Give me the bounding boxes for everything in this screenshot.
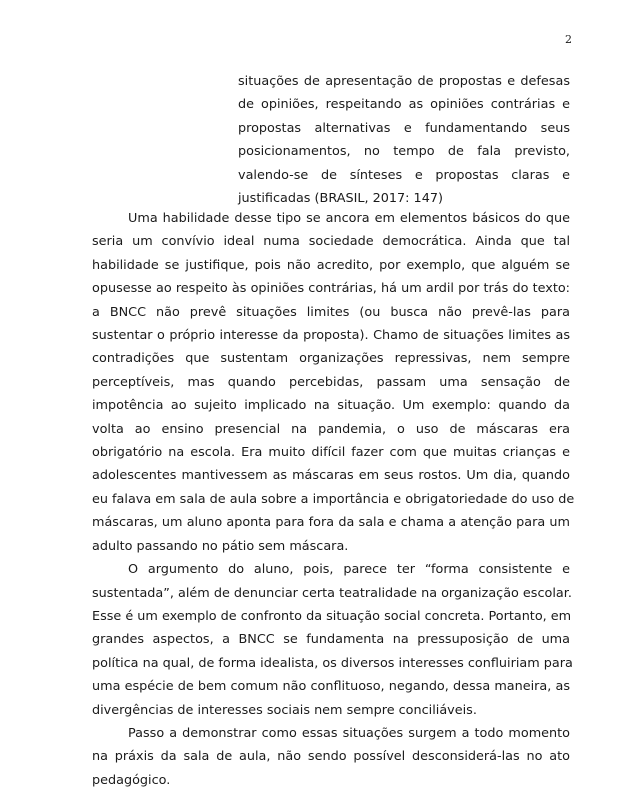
text-line: Esse é um exemplo de confronto da situação social concreta. Portanto, em (92, 608, 572, 624)
quote-line: justificadas (BRASIL, 2017: 147) (238, 191, 443, 207)
quote-line: posicionamentos, no tempo de fala previsto, (238, 144, 570, 160)
text-line: uma espécie de bem comum não conflituoso, negando, dessa maneira, as (92, 679, 570, 695)
text-line: adulto passando no pátio sem máscara. (92, 538, 349, 554)
text-line: volta ao ensino presencial na pandemia, o uso de máscaras era (92, 421, 570, 437)
text-line: Uma habilidade desse tipo se ancora em elementos básicos do que (128, 211, 570, 226)
text-line: máscaras, um aluno aponta para fora da sala e chama a atenção para um (92, 515, 570, 531)
text-line: impotência ao sujeito implicado na situação. Um exemplo: quando da (92, 398, 570, 414)
quote-line: de opiniões, respeitando as opiniões contrárias e (238, 97, 570, 113)
text-line: divergências de interesses sociais nem sempre conciliáveis. (92, 702, 477, 718)
text-line: adolescentes mantivessem as máscaras em seus rostos. Um dia, quando (92, 468, 570, 484)
page-number: 2 (565, 33, 572, 46)
block-quote (238, 70, 570, 210)
text-line: a BNCC não prevê situações limites (ou busca não prevê-las para (92, 304, 570, 320)
text-line: seria um convívio ideal numa sociedade democrática. Ainda que tal (92, 234, 570, 250)
text-line: sustentar o próprio interesse da proposta). Chamo de situações limites as (92, 328, 570, 344)
text-line: política na qual, de forma idealista, os diversos interesses confluiriam para (92, 655, 573, 671)
paragraph-2 (92, 558, 573, 722)
text-line: obrigatório na escola. Era muito difícil fazer com que muitas crianças e (92, 445, 570, 461)
text-line: habilidade se justifique, pois não acredito, por exemplo, que alguém se (92, 257, 570, 273)
text-line: pedagógico. (92, 772, 171, 788)
text-line: O argumento do aluno, pois, parece ter “forma consistente e (128, 562, 570, 578)
text-line: opusesse ao respeito às opiniões contrárias, há um ardil por trás do texto: (92, 281, 570, 297)
text-line: sustentada”, além de denunciar certa teatralidade na organização escolar. (92, 585, 572, 601)
text-line: na práxis da sala de aula, não sendo possível desconsiderá-las no ato (92, 749, 570, 765)
quote-line: valendo-se de sínteses e propostas claras e (238, 167, 570, 183)
text-line: Passo a demonstrar como essas situações surgem a todo momento (128, 725, 570, 741)
paragraph-1 (92, 207, 575, 558)
quote-line: situações de apresentação de propostas e defesas (238, 74, 570, 89)
quote-line: propostas alternativas e fundamentando seus (238, 120, 570, 136)
text-line: perceptíveis, mas quando percebidas, passam uma sensação de (92, 374, 570, 390)
paragraph-3 (92, 722, 570, 792)
body-text (92, 207, 575, 792)
text-line: grandes aspectos, a BNCC se fundamenta na pressuposição de uma (92, 632, 570, 648)
text-line: eu falava em sala de aula sobre a importância e obrigatoriedade do uso de (92, 491, 575, 507)
text-line: contradições que sustentam organizações repressivas, nem sempre (92, 351, 570, 367)
